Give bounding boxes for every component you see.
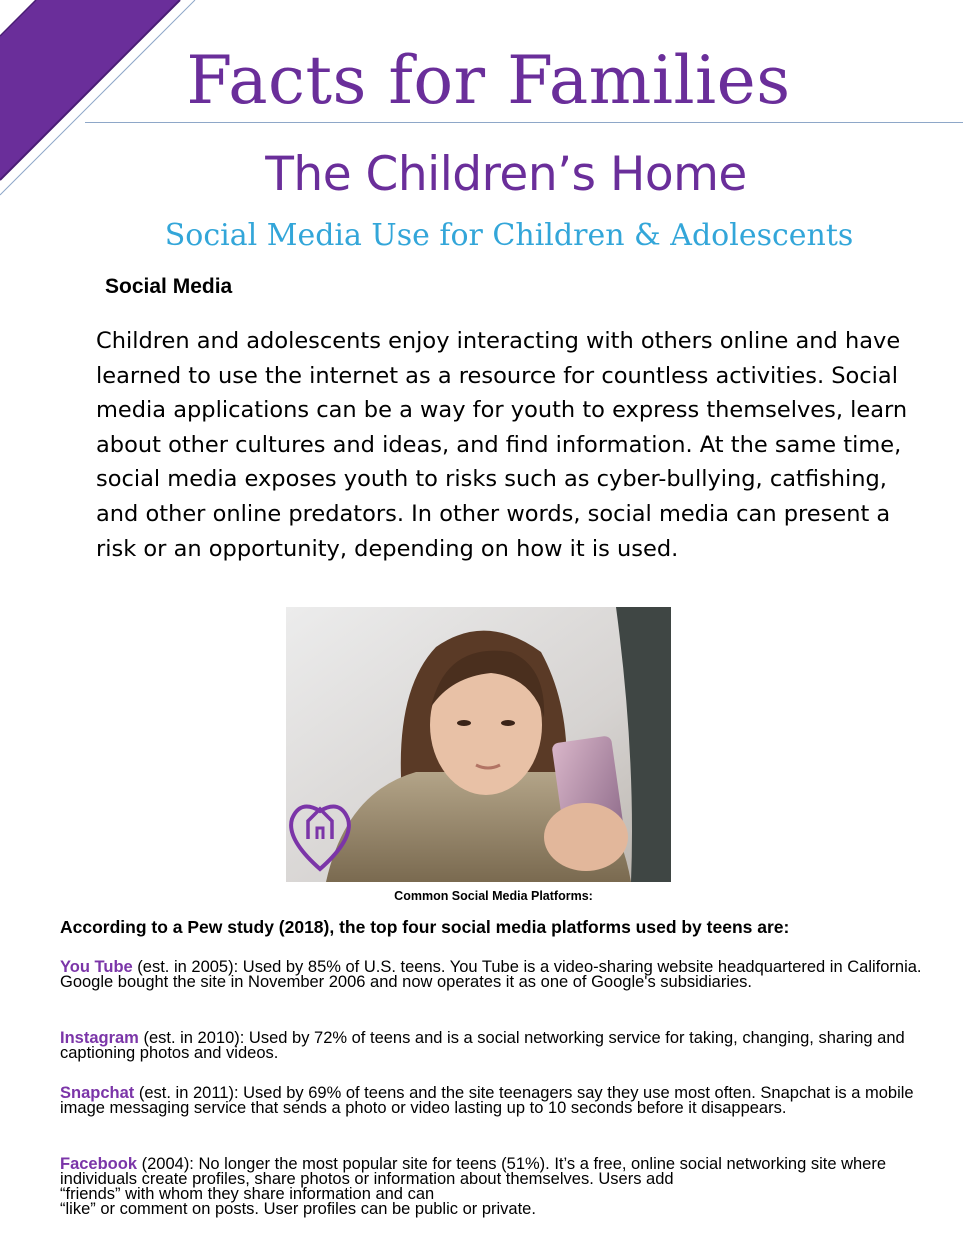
platform-name: You Tube (60, 958, 133, 976)
platform-name: Snapchat (60, 1084, 135, 1102)
platform-description: (est. in 2010): Used by 72% of teens and is a social networking service for taking, changing, sharing and captioning photos and videos. (60, 1029, 905, 1062)
platform-entry-instagram (60, 1031, 930, 1061)
platform-description-line: “like” or comment on posts. User profiles can be public or private. (60, 1200, 536, 1218)
platform-entry-youtube (60, 960, 930, 990)
platform-description: (est. in 2005): Used by 85% of U.S. teens. You Tube is a video-sharing website headquartered in California. Google bought the site in November 2006 and now operates it as one of Google's subsidiaries. (60, 958, 922, 991)
platform-description: (est. in 2011): Used by 69% of teens and the site teenagers say they use most often. Snapchat is a mobile image messaging service that sends a photo or video lasting up to 10 seconds before it disappears. (60, 1084, 914, 1117)
teen-with-phone-photo (286, 607, 671, 882)
lead-sentence: According to a Pew study (2018), the top four social media platforms used by teens are: (60, 917, 790, 937)
page-title: Facts for Families (186, 42, 791, 119)
platform-name: Instagram (60, 1029, 139, 1047)
organization-name: The Children’s Home (265, 147, 747, 202)
intro-paragraph: Children and adolescents enjoy interacting with others online and have learned to use the internet as a resource for countless activities. Social media applications can be a way for youth to express themselves, learn about other cultures and ideas, and find information. At the same time, social media exposes youth to risks such as cyber-bullying, catfishing, and other online predators. In other words, social media can present a risk or an opportunity, depending on how it is used. (96, 328, 908, 562)
platform-name: Facebook (60, 1155, 138, 1173)
platform-description-line: “friends” with whom they share information and can (60, 1185, 435, 1203)
title-divider (85, 122, 963, 123)
image-caption: Common Social Media Platforms: (394, 889, 593, 903)
platform-entry-snapchat (60, 1086, 930, 1116)
platform-entry-facebook (60, 1157, 930, 1217)
page-subtitle: Social Media Use for Children & Adolescents (164, 218, 854, 253)
section-heading: Social Media (105, 275, 233, 298)
platform-description: (2004): No longer the most popular site for teens (51%). It’s a free, online social networking site where individuals create profiles, share photos or information about themselves. Users add (60, 1155, 887, 1188)
